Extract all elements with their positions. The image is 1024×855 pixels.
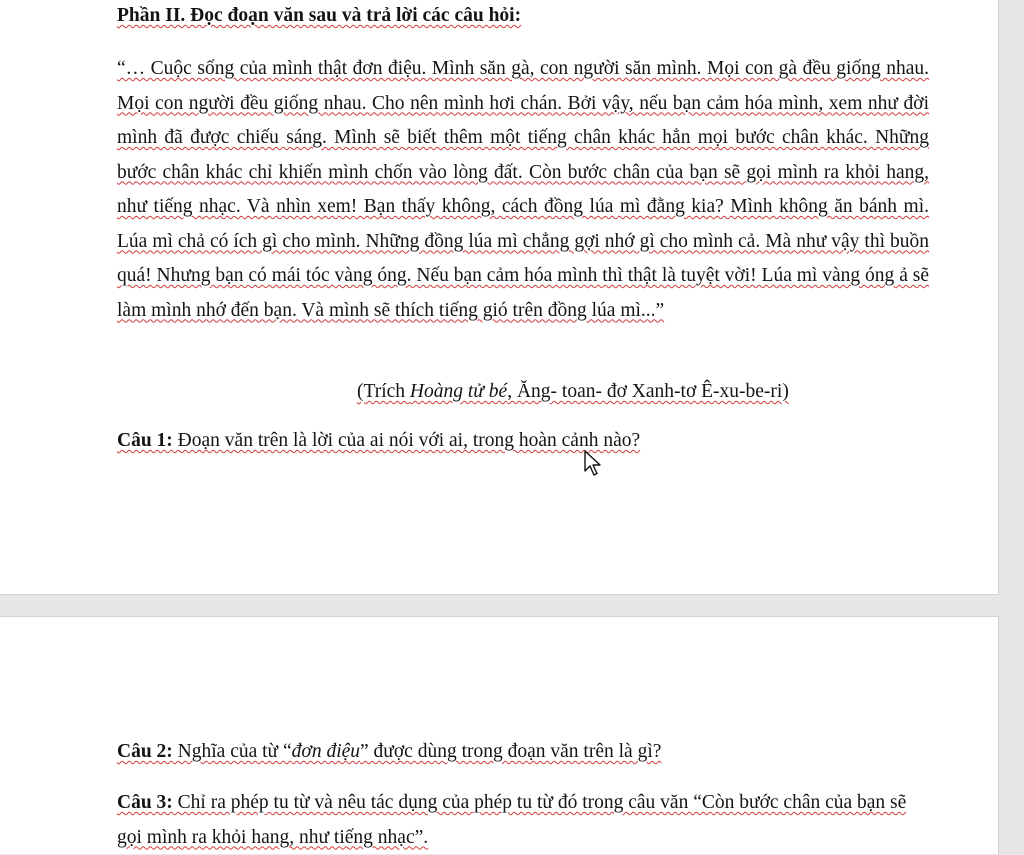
citation-open: (Trích (357, 381, 410, 402)
question-3 (117, 786, 929, 855)
question-2-text-a: Nghĩa của từ “ (172, 741, 292, 762)
citation-rest: , Ăng- toan- đơ Xanh-tơ Ê-xu-be-ri) (507, 381, 789, 402)
question-2-text-b: ” được dùng trong đoạn văn trên là gì? (360, 741, 662, 762)
question-3-label: Câu 3: (117, 792, 173, 813)
mouse-pointer-icon (583, 450, 605, 478)
question-2-label: Câu 2: (117, 741, 173, 762)
question-1-label: Câu 1: (117, 430, 173, 451)
question-2-term: đơn điệu (291, 741, 361, 762)
page-gap (0, 595, 1024, 615)
passage-text: “… Cuộc sống của mình thật đơn điệu. Mình săn gà, con người săn mình. Mọi con gà đều giống nhau. Mọi con người đều giống nhau. Cho nên mình hơi chán. Bởi vậy, nếu bạn cảm hóa mình, xem như đời mình đã được chiếu sáng. Mình sẽ biết thêm một tiếng chân khác hẳn mọi bước chân khác. Những bước chân khác chỉ khiến mình chốn vào lòng đất. Còn bước chân của bạn sẽ gọi mình ra khỏi hang, như tiếng nhạc. Và nhìn xem! Bạn thấy không, cách đồng lúa mì đằng kia? Mình không ăn bánh mì. Lúa mì chả có ích gì cho mình. Những đồng lúa mì chẳng gợi nhớ gì cho mình cả. Mà như vậy thì buồn quá! Nhưng bạn có mái tóc vàng óng. Nếu bạn cảm hóa mình thì thật là tuyệt vời! Lúa mì vàng óng ả sẽ làm mình nhớ đến bạn. Và mình sẽ thích tiếng gió trên đồng lúa mì...” (117, 58, 929, 321)
citation (357, 378, 789, 406)
section-title: Phần II. Đọc đoạn văn sau và trả lời các câu hỏi: (117, 5, 522, 26)
question-2 (117, 735, 929, 770)
question-3-text: Chỉ ra phép tu từ và nêu tác dụng của phép tu từ đó trong câu văn “Còn bước chân của bạn sẽ gọi mình ra khỏi hang, như tiếng nhạc”. (117, 792, 907, 848)
citation-work: Hoàng tử bé (409, 381, 508, 402)
question-1-text: Đoạn văn trên là lời của ai nói với ai, trong hoàn cảnh nào? (172, 430, 641, 451)
question-1 (117, 424, 929, 459)
